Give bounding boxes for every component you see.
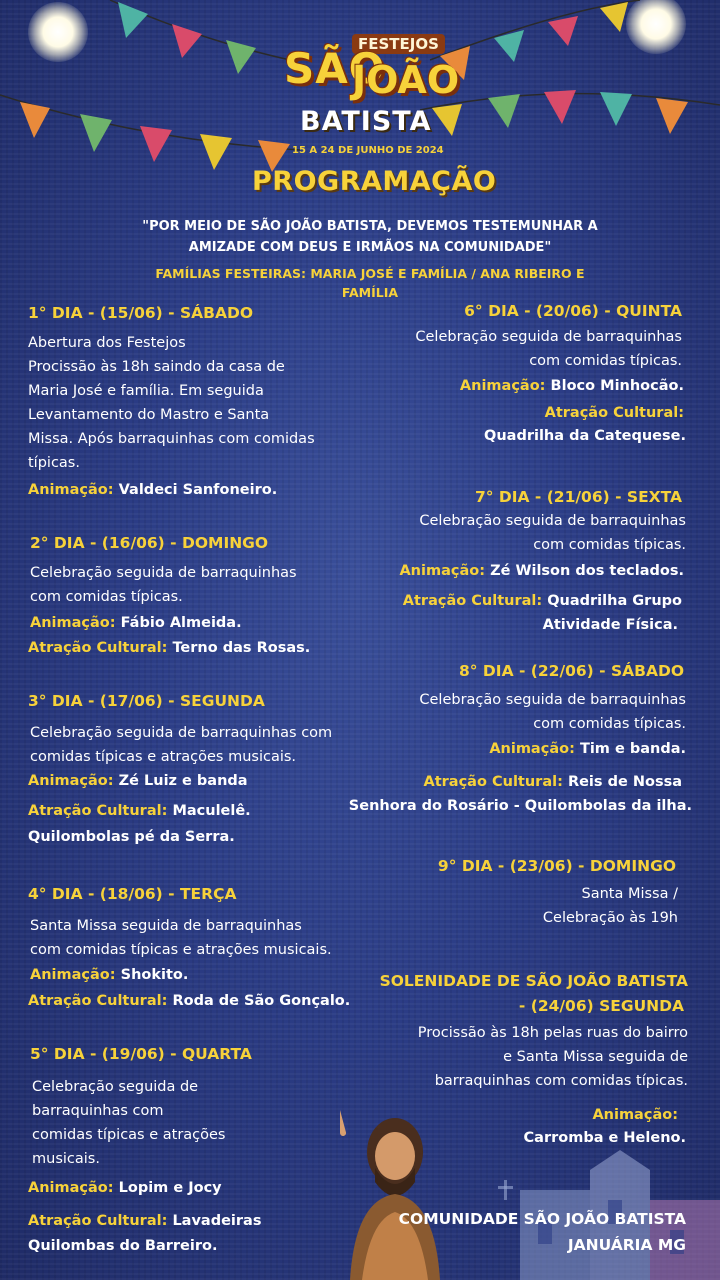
- atracao-label: Atração Cultural:: [28, 993, 168, 1009]
- community-city: JANUÁRIA MG: [567, 1236, 686, 1254]
- solemnity-description: [358, 1021, 688, 1093]
- day2-description: [30, 561, 360, 609]
- day5-description: [32, 1075, 272, 1171]
- day6-description: [352, 325, 682, 373]
- day6-title: 6° DIA - (20/06) - QUINTA: [464, 302, 682, 320]
- day6-animacao-value: Bloco Minhocão.: [550, 378, 684, 394]
- quote-line: AMIZADE COM DEUS E IRMÃOS NA COMUNIDADE": [188, 240, 552, 255]
- animacao-label: Animação:: [459, 378, 546, 394]
- day5-atracao: [28, 1213, 261, 1229]
- animacao-label: Animação:: [30, 615, 116, 631]
- atracao-label: Atração Cultural:: [28, 640, 168, 656]
- day8-atracao-line2: Senhora do Rosário - Quilombolas da ilha.: [348, 798, 692, 814]
- day7-atracao-value: Quadrilha Grupo: [547, 593, 682, 609]
- day7-description: [356, 509, 686, 557]
- atracao-label: Atração Cultural:: [423, 774, 563, 790]
- day3-title: 3° DIA - (17/06) - SEGUNDA: [28, 692, 265, 710]
- logo-joao: JOÃO: [352, 58, 460, 102]
- day2-title: 2° DIA - (16/06) - DOMINGO: [30, 534, 269, 552]
- day1-line: Abertura dos Festejos: [28, 335, 186, 351]
- community-name: COMUNIDADE SÃO JOÃO BATISTA: [398, 1210, 686, 1228]
- day6-atracao-value: Quadrilha da Catequese.: [484, 428, 686, 444]
- families-line: FAMÍLIA: [341, 285, 399, 300]
- day8-line: com comidas típicas.: [533, 716, 686, 732]
- day4-atracao: [28, 993, 350, 1009]
- day1-line: Procissão às 18h saindo da casa de: [28, 359, 285, 375]
- animacao-label: Animação:: [28, 773, 114, 789]
- day1-description: [28, 331, 368, 475]
- atracao-label: Atração Cultural:: [28, 803, 168, 819]
- day7-title: 7° DIA - (21/06) - SEXTA: [474, 488, 682, 506]
- solemnity-animacao-label: Animação:: [592, 1107, 678, 1123]
- day3-line: comidas típicas e atrações musicais.: [30, 749, 297, 765]
- day2-line: Celebração seguida de barraquinhas: [30, 565, 297, 581]
- day2-animacao: [30, 615, 242, 631]
- logo-festejos: FESTEJOS: [352, 34, 445, 54]
- day3-animacao-value: Zé Luiz e banda: [118, 773, 248, 789]
- day6-line: com comidas típicas.: [529, 353, 682, 369]
- day2-atracao: [28, 640, 310, 656]
- day1-animacao-value: Valdeci Sanfoneiro.: [118, 482, 278, 498]
- day3-atracao: [28, 803, 251, 819]
- day8-line: Celebração seguida de barraquinhas: [419, 692, 686, 708]
- animacao-label: Animação:: [30, 967, 116, 983]
- day9-line: Celebração às 19h: [542, 910, 678, 926]
- day7-animacao-value: Zé Wilson dos teclados.: [490, 563, 684, 579]
- animacao-label: Animação:: [489, 741, 575, 757]
- day8-animacao: [489, 741, 686, 757]
- day4-description: [30, 914, 380, 962]
- day1-title: 1° DIA - (15/06) - SÁBADO: [28, 304, 253, 322]
- day5-line: barraquinhas com: [32, 1103, 164, 1119]
- host-families: [120, 264, 620, 302]
- day3-atracao-value: Maculelê.: [172, 803, 251, 819]
- day2-line: com comidas típicas.: [30, 589, 183, 605]
- day8-title: 8° DIA - (22/06) - SÁBADO: [459, 662, 684, 680]
- day5-atracao-value: Lavadeiras: [172, 1213, 262, 1229]
- day8-animacao-value: Tim e banda.: [579, 741, 686, 757]
- day5-line: comidas típicas e atrações: [32, 1127, 226, 1143]
- day1-line: Levantamento do Mastro e Santa: [28, 407, 270, 423]
- day9-description: [478, 882, 678, 930]
- day1-line: Missa. Após barraquinhas com comidas: [28, 431, 315, 447]
- animacao-label: Animação:: [399, 563, 486, 579]
- day5-line: musicais.: [32, 1151, 100, 1167]
- families-line: FAMÍLIAS FESTEIRAS: MARIA JOSÉ E FAMÍLIA / ANA RIBEIRO E: [155, 266, 585, 281]
- solemnity-line: barraquinhas com comidas típicas.: [434, 1073, 688, 1089]
- day2-atracao-value: Terno das Rosas.: [172, 640, 311, 656]
- solemnity-line: Procissão às 18h pelas ruas do bairro: [417, 1025, 688, 1041]
- day5-animacao-value: Lopim e Jocy: [118, 1180, 222, 1196]
- animacao-label: Animação:: [28, 1180, 114, 1196]
- atracao-label: Atração Cultural:: [402, 593, 543, 609]
- day1-animacao: [28, 482, 277, 498]
- day8-atracao-value: Reis de Nossa: [567, 774, 682, 790]
- day3-atracao-line2: Quilombolas pé da Serra.: [28, 829, 235, 845]
- day4-line: Santa Missa seguida de barraquinhas: [30, 918, 302, 934]
- animacao-label: Animação:: [28, 482, 114, 498]
- festival-dates: 15 A 24 DE JUNHO DE 2024: [292, 145, 444, 156]
- logo-batista: BATISTA: [300, 106, 432, 137]
- day1-line: Maria José e família. Em seguida: [28, 383, 264, 399]
- logo-sao: SÃO: [284, 44, 386, 93]
- day1-line: típicas.: [28, 455, 80, 471]
- day2-animacao-value: Fábio Almeida.: [120, 615, 242, 631]
- day5-title: 5° DIA - (19/06) - QUARTA: [30, 1045, 252, 1063]
- day4-animacao: [30, 967, 188, 983]
- day5-atracao-line2: Quilombas do Barreiro.: [28, 1238, 218, 1254]
- day8-description: [356, 688, 686, 736]
- day7-atracao: [403, 593, 682, 609]
- day5-line: Celebração seguida de: [32, 1079, 199, 1095]
- quote-line: "POR MEIO DE SÃO JOÃO BATISTA, DEVEMOS TESTEMUNHAR A: [142, 219, 598, 234]
- day4-atracao-value: Roda de São Gonçalo.: [172, 993, 351, 1009]
- day6-animacao: [460, 378, 684, 394]
- day3-description: [30, 721, 380, 769]
- day3-animacao: [28, 773, 248, 789]
- day7-atracao-line2: Atividade Física.: [542, 617, 678, 633]
- day3-line: Celebração seguida de barraquinhas com: [30, 725, 333, 741]
- solemnity-line: e Santa Missa seguida de: [503, 1049, 688, 1065]
- day9-title: 9° DIA - (23/06) - DOMINGO: [437, 857, 676, 875]
- day4-line: com comidas típicas e atrações musicais.: [30, 942, 332, 958]
- day6-atracao-label: Atração Cultural:: [544, 405, 684, 421]
- day8-atracao: [424, 774, 683, 790]
- atracao-label: Atração Cultural:: [28, 1213, 168, 1229]
- solemnity-animacao-value: Carromba e Heleno.: [523, 1130, 686, 1146]
- page-title: PROGRAMAÇÃO: [252, 166, 497, 197]
- day7-animacao: [399, 563, 684, 579]
- day6-line: Celebração seguida de barraquinhas: [415, 329, 682, 345]
- solemnity-title: SOLENIDADE DE SÃO JOÃO BATISTA: [379, 972, 688, 990]
- day7-line: com comidas típicas.: [533, 537, 686, 553]
- footer: [399, 1206, 686, 1258]
- solemnity-title-line2: - (24/06) SEGUNDA: [518, 997, 684, 1015]
- day4-title: 4° DIA - (18/06) - TERÇA: [28, 885, 237, 903]
- quote: [120, 216, 620, 258]
- day5-animacao: [28, 1180, 222, 1196]
- day4-animacao-value: Shokito.: [120, 967, 189, 983]
- day9-line: Santa Missa /: [581, 886, 678, 902]
- day7-line: Celebração seguida de barraquinhas: [419, 513, 686, 529]
